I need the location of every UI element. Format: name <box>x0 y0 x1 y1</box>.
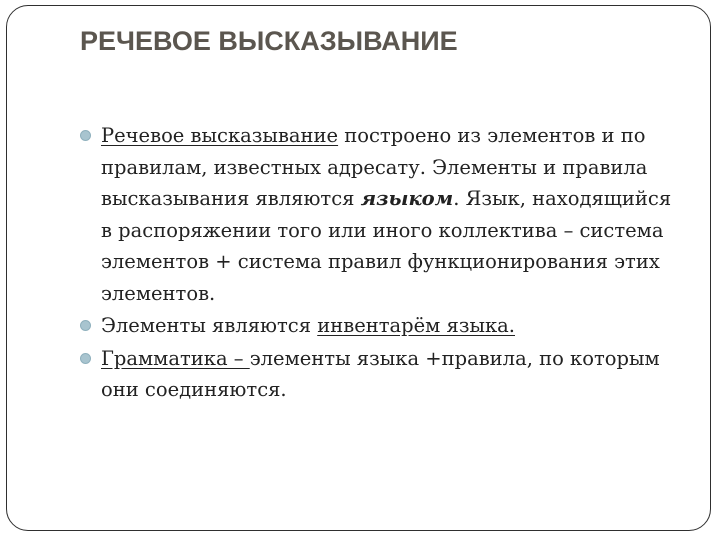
bullet-dot-icon <box>80 353 91 364</box>
bullet-text: . Язык, находящийся в распоряжении того или иного коллектива – система элементов + система правил функционирования этих элементов. <box>101 187 672 305</box>
emphasis-language: языком <box>360 187 454 210</box>
bullet-item-3 <box>80 343 680 406</box>
slide-content <box>80 120 680 407</box>
bullet-text: элементы языка +правила, по которым они соединяются. <box>101 346 660 401</box>
term-language-inventory: инвентарём языка. <box>317 314 515 337</box>
term-speech-utterance: Речевое высказывание <box>101 124 339 147</box>
slide-title: РЕЧЕВОЕ ВЫСКАЗЫВАНИЕ <box>80 26 458 56</box>
bullet-dot-icon <box>80 130 91 141</box>
bullet-dot-icon <box>80 320 91 331</box>
bullet-item-2 <box>80 310 680 342</box>
term-grammar: Грамматика – <box>101 346 250 370</box>
bullet-text: Элементы являются <box>101 314 318 337</box>
bullet-item-1 <box>80 120 680 309</box>
bullet-text: построено из элементов и по правилам, известных адресату. Элементы и правила высказывания являются <box>101 124 648 210</box>
